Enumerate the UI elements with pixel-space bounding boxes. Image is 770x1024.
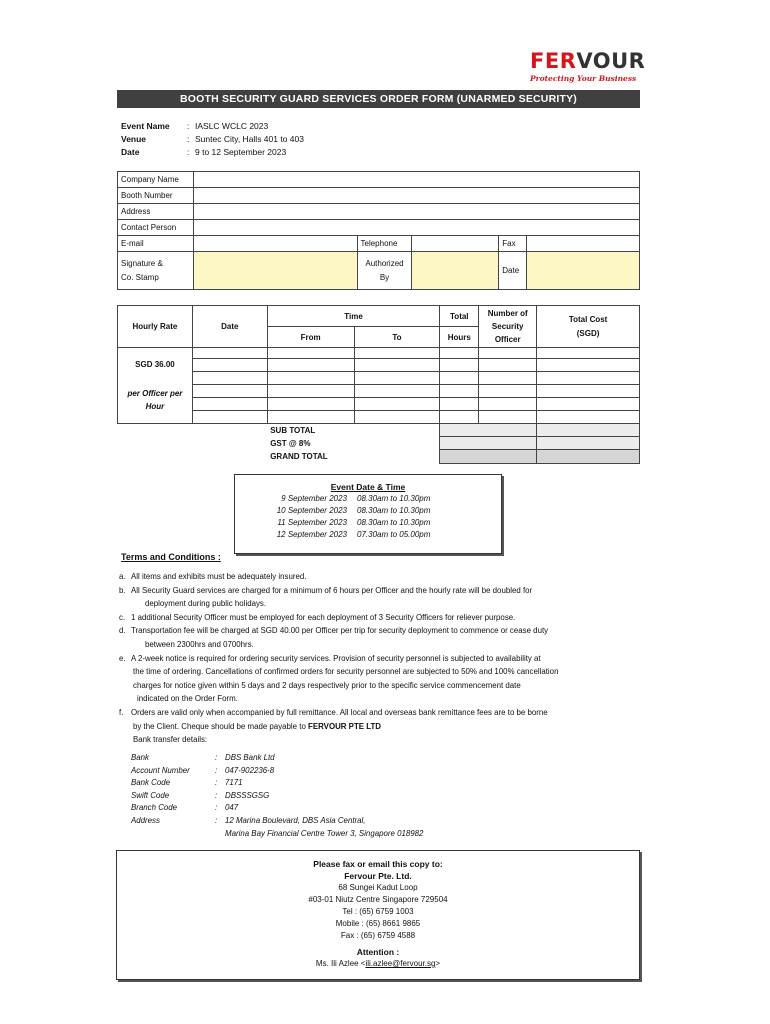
contact-mobile: Mobile : (65) 8661 9865 (335, 919, 421, 928)
order-cell[interactable] (267, 411, 354, 424)
contact-address-2: #03-01 Niutz Centre Singapore 729504 (308, 895, 448, 904)
logo-tagline: Protecting Your Business (530, 74, 637, 83)
term-c: c. 1 additional Security Officer must be employed for each deployment of 3 Security Officers for reliever purpose. (119, 612, 516, 622)
order-cell[interactable] (440, 411, 479, 424)
order-cell[interactable] (192, 359, 267, 372)
order-cell[interactable] (537, 411, 640, 424)
order-cell[interactable] (479, 411, 537, 424)
date-label: Date (121, 147, 140, 157)
order-cell[interactable] (192, 348, 267, 359)
event-schedule-title: Event Date & Time (330, 482, 406, 492)
order-cell[interactable] (354, 359, 440, 372)
event-schedule-time: 08.30am to 10.30pm (357, 494, 431, 503)
contact-fax: Fax : (65) 6759 4588 (340, 931, 416, 940)
order-cell[interactable] (440, 359, 479, 372)
signature-label: Signature & Co. Stamp (118, 252, 194, 290)
sub-total-label: SUB TOTAL (270, 425, 316, 435)
contact-person-label: Contact Person (118, 220, 194, 236)
telephone-label: Telephone (357, 236, 412, 252)
company-name-field[interactable] (193, 172, 639, 188)
logo-brand-red: FER (530, 49, 577, 73)
order-cell[interactable] (440, 385, 479, 398)
order-cell[interactable] (267, 359, 354, 372)
term-d: d. Transportation fee will be charged at SGD 40.00 per Officer per trip for security deployment to commence or cease duty between 2300hrs and 0700hrs. (119, 626, 549, 649)
order-cell[interactable] (537, 359, 640, 372)
time-header: Time (267, 306, 440, 327)
order-cell[interactable] (354, 398, 440, 411)
contact-email-link[interactable]: ili.azlee@fervour.sg (365, 959, 436, 968)
order-cell[interactable] (479, 348, 537, 359)
officers-header: Number of Security Officer (479, 306, 537, 348)
signature-field[interactable] (193, 252, 357, 290)
order-cell[interactable] (354, 372, 440, 385)
event-schedule-box: Event Date & Time 9 September 2023 08.30am to 10.30pm 10 September 2023 08.30am to 10.30pm 11 September 2023 08.30am to 10.30pm 12 September 2023 07.30am to 05.00pm (234, 474, 502, 554)
event-schedule-time: 08.30am to 10.30pm (357, 506, 431, 515)
email-field[interactable] (193, 236, 357, 252)
order-cell[interactable] (440, 348, 479, 359)
order-cell[interactable] (192, 398, 267, 411)
event-schedule-time: 07.30am to 05.00pm (357, 530, 431, 539)
payee-name: FERVOUR PTE LTD (308, 721, 381, 731)
sign-date-label: Date (499, 252, 527, 290)
contact-company: Fervour Pte. Ltd. (344, 871, 412, 881)
order-table (117, 305, 640, 464)
order-cell[interactable] (479, 372, 537, 385)
order-cell[interactable] (479, 385, 537, 398)
telephone-field[interactable] (412, 236, 499, 252)
to-header: To (354, 327, 440, 348)
authorized-field[interactable] (412, 252, 499, 290)
form-title: BOOTH SECURITY GUARD SERVICES ORDER FORM (UNARMED SECURITY) (117, 90, 640, 108)
booth-number-field[interactable] (193, 188, 639, 204)
contact-person: Ms. Ili Azlee <ili.azlee@fervour.sg> (315, 959, 441, 968)
event-name-label: Event Name (121, 121, 170, 131)
company-logo (530, 49, 646, 83)
grand-total-cost[interactable] (537, 450, 640, 464)
total-header: Total (440, 306, 479, 327)
total-cost-header: Total Cost (SGD) (537, 306, 640, 348)
date-header: Date (192, 306, 267, 348)
from-header: From (267, 327, 354, 348)
contact-tel: Tel : (65) 6759 1003 (342, 907, 414, 916)
hourly-rate-header: Hourly Rate (118, 306, 193, 348)
contact-address-1: 68 Sungei Kadut Loop (338, 883, 418, 892)
logo-brand (530, 49, 646, 73)
authorized-label: Authorized By (357, 252, 412, 290)
event-schedule-time: 08.30am to 10.30pm (357, 518, 431, 527)
venue-value: Suntec City, Halls 401 to 403 (195, 134, 304, 144)
grand-total-value[interactable] (440, 450, 537, 464)
order-cell[interactable] (354, 385, 440, 398)
order-cell[interactable] (267, 398, 354, 411)
fax-field[interactable] (527, 236, 640, 252)
logo-brand-dark: VOUR (576, 49, 646, 73)
order-cell[interactable] (440, 398, 479, 411)
gst-value[interactable] (440, 437, 537, 450)
contact-heading: Please fax or email this copy to: (313, 859, 443, 869)
company-details-table (117, 171, 640, 290)
rate-unit: per Officer per Hour (127, 389, 183, 411)
booth-number-label: Booth Number (118, 188, 194, 204)
terms-list (119, 570, 639, 747)
terms-title: Terms and Conditions : (121, 552, 221, 562)
term-f: f. Orders are valid only when accompanied by full remittance. All local and overseas bank remittance fees are to be borne by the Client. Cheque should be made payable to FERVOUR PTE LTD Bank transfer details: (119, 707, 548, 745)
order-cell[interactable] (192, 372, 267, 385)
order-cell[interactable] (354, 411, 440, 424)
order-cell[interactable] (267, 372, 354, 385)
address-field[interactable] (193, 204, 639, 220)
contact-person-field[interactable] (193, 220, 639, 236)
address-label: Address (118, 204, 194, 220)
gst-label: GST @ 8% (270, 438, 311, 448)
order-cell[interactable] (479, 359, 537, 372)
sub-total-value[interactable] (440, 424, 537, 437)
order-cell[interactable] (537, 372, 640, 385)
company-name-label: Company Name (118, 172, 194, 188)
term-a: a. All items and exhibits must be adequately insured. (119, 572, 307, 581)
attention-label: Attention : (356, 947, 400, 957)
grand-total-label: GRAND TOTAL (270, 452, 328, 461)
sign-date-field[interactable] (527, 252, 640, 290)
order-cell[interactable] (354, 348, 440, 359)
term-b: b. All Security Guard services are charged for a minimum of 6 hours per Officer and the hourly rate will be doubled for deployment during public holidays. (119, 585, 533, 609)
sub-total-cost[interactable] (537, 424, 640, 437)
venue-label: Venue (121, 134, 147, 144)
email-label: E-mail (118, 236, 194, 252)
order-cell[interactable] (537, 348, 640, 359)
gst-cost[interactable] (537, 437, 640, 450)
order-cell[interactable] (479, 398, 537, 411)
hours-header: Hours (440, 327, 479, 348)
order-cell[interactable] (537, 398, 640, 411)
order-cell[interactable] (192, 411, 267, 424)
event-name-value: IASLC WCLC 2023 (195, 121, 269, 131)
order-cell[interactable] (192, 385, 267, 398)
contact-box (116, 850, 640, 980)
rate-value: SGD 36.00 (135, 360, 175, 369)
order-cell[interactable] (267, 385, 354, 398)
fax-label: Fax (499, 236, 527, 252)
term-e: e. A 2-week notice is required for ordering security services. Provision of security personnel is subjected to availability at the time of ordering. Cancellations of confirmed orders for security personnel are subjected to 50% and 100% cancellation charges for notice given within 5 days and 2 days respectively prior to the specific service commencement date indicated on the Order Form. (119, 653, 559, 704)
order-cell[interactable] (440, 372, 479, 385)
order-cell[interactable] (537, 385, 640, 398)
order-cell[interactable] (267, 348, 354, 359)
date-value: 9 to 12 September 2023 (195, 147, 287, 157)
rate-cell (118, 348, 193, 424)
